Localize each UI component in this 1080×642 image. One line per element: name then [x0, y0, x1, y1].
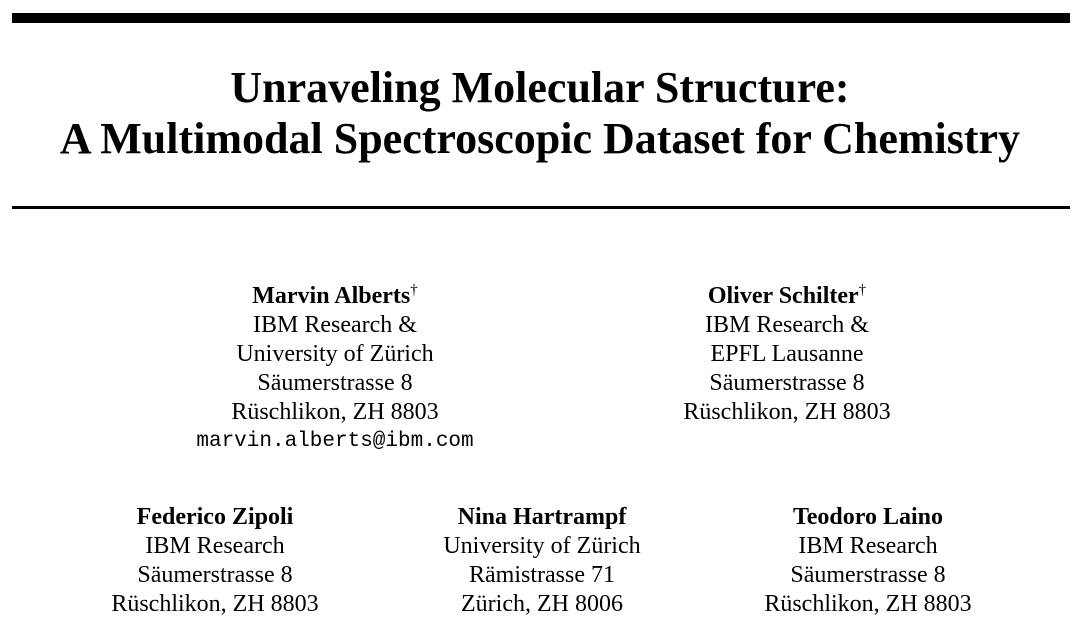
author-block-alberts	[170, 282, 500, 456]
address-line: Zürich, ZH 8006	[461, 591, 623, 617]
author-name	[170, 282, 500, 311]
address-line: Rüschlikon, ZH 8803	[764, 591, 972, 617]
address-line: Rüschlikon, ZH 8803	[111, 591, 319, 617]
title-line-2: A Multimodal Spectroscopic Dataset for Chemistry	[59, 114, 1021, 163]
author-email: marvin.alberts@ibm.com	[196, 430, 474, 453]
author-name-text: Marvin Alberts	[252, 283, 411, 309]
affiliation-line: University of Zürich	[443, 533, 641, 559]
author-name: Federico Zipoli	[136, 504, 294, 530]
author-block-hartrampf	[392, 503, 692, 619]
author-block-laino	[718, 503, 1018, 619]
title-line-1: Unraveling Molecular Structure:	[230, 63, 850, 112]
author-name	[632, 282, 942, 311]
author-name-text: Oliver Schilter	[707, 283, 859, 309]
affiliation-line: IBM Research	[145, 533, 285, 559]
address-line: Säumerstrasse 8	[709, 370, 865, 396]
bottom-rule	[12, 206, 1070, 209]
author-name: Nina Hartrampf	[457, 504, 627, 530]
equal-contribution-mark: †	[858, 282, 867, 298]
address-line: Säumerstrasse 8	[790, 562, 946, 588]
author-block-zipoli	[65, 503, 365, 619]
affiliation-line: IBM Research &	[253, 312, 417, 338]
address-line: Rüschlikon, ZH 8803	[231, 399, 439, 425]
top-rule	[12, 13, 1070, 23]
address-line: Säumerstrasse 8	[137, 562, 293, 588]
affiliation-line: EPFL Lausanne	[710, 341, 864, 367]
affiliation-line: IBM Research	[798, 533, 938, 559]
address-line: Rüschlikon, ZH 8803	[683, 399, 891, 425]
equal-contribution-mark: †	[410, 282, 418, 298]
paper-title	[0, 62, 1080, 164]
affiliation-line: IBM Research &	[705, 312, 869, 338]
address-line: Rämistrasse 71	[469, 562, 615, 588]
author-block-schilter	[632, 282, 942, 427]
address-line: Säumerstrasse 8	[257, 370, 413, 396]
affiliation-line: University of Zürich	[236, 341, 434, 367]
author-name: Teodoro Laino	[792, 504, 944, 530]
